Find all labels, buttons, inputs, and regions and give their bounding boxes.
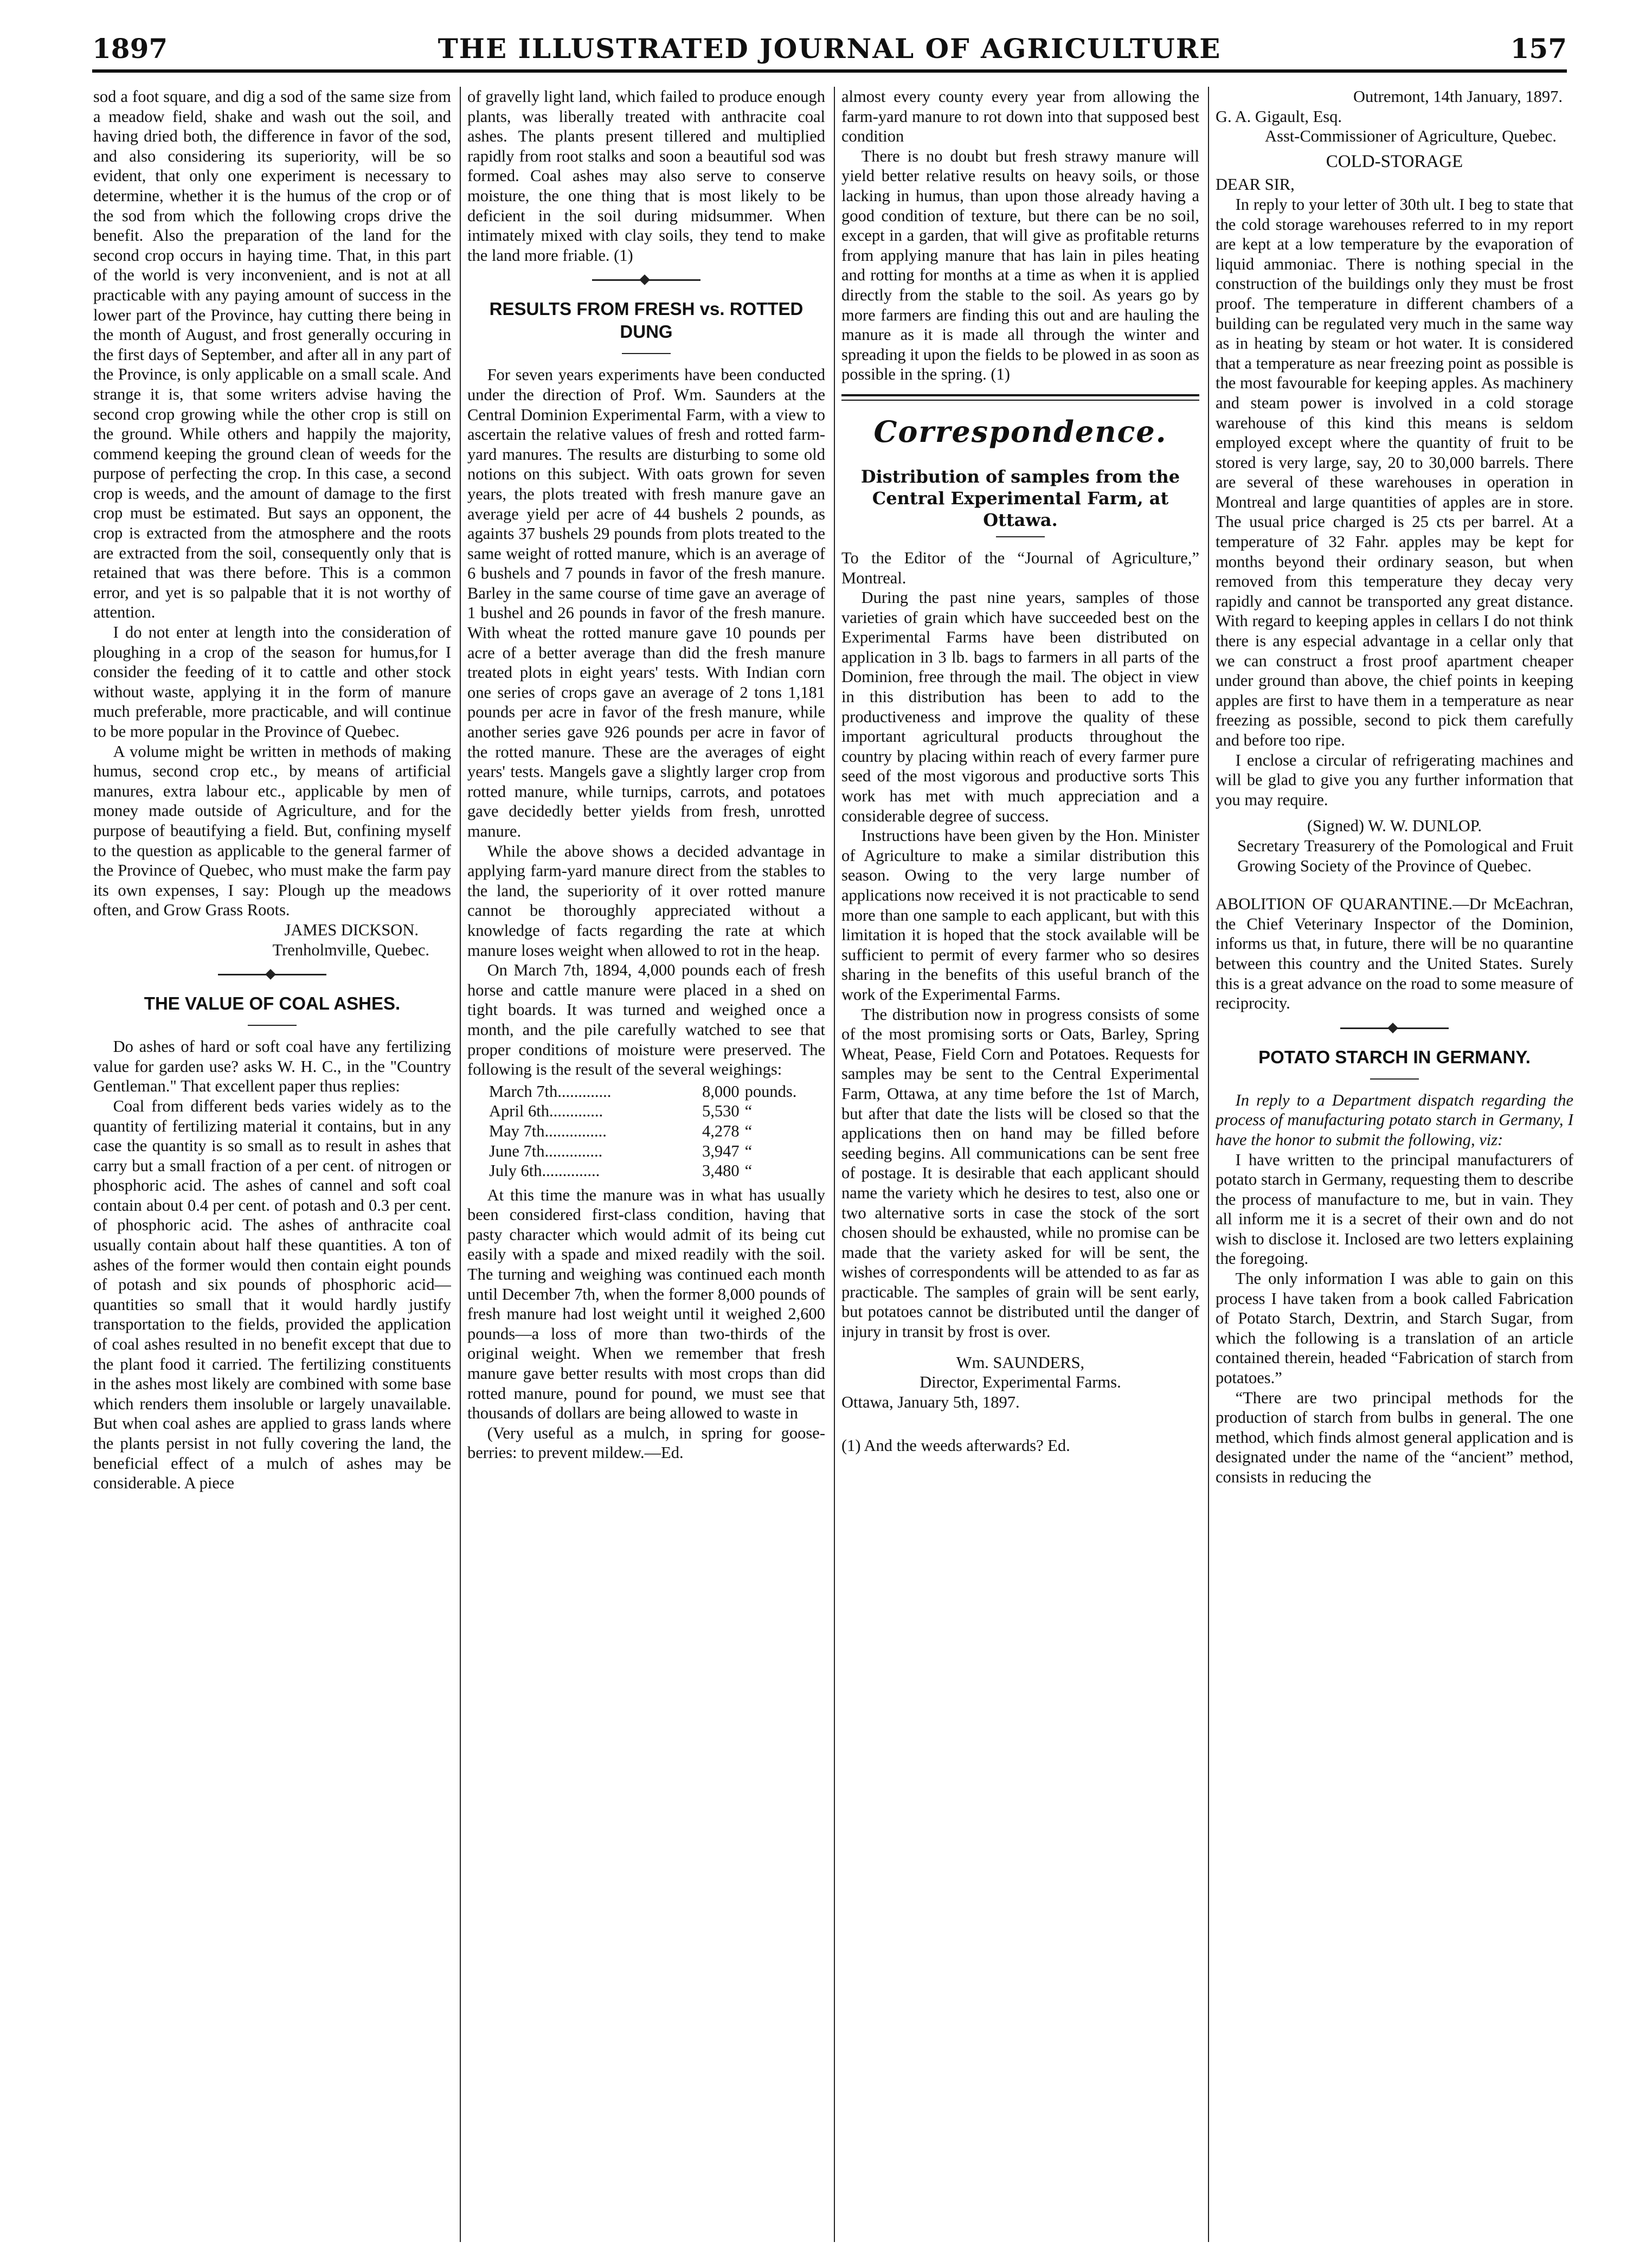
dateline: Outremont, 14th January, 1897. [1353,87,1563,106]
table-row [467,1161,825,1181]
footnote: (1) And the weeds afterwards? Ed. [841,1436,1070,1455]
weighing-date: March 7th............. [489,1082,612,1101]
paragraph: In reply to a Department dispatch regarding the process of manufacturing potato starch in Germany, I have the honor to submit the following, viz: [1216,1090,1573,1149]
page-number: 157 [1510,33,1567,65]
column-divider [834,87,835,2242]
heading-rule [248,1025,297,1026]
ornament-rule [592,274,700,286]
masthead-year: 1897 [92,33,168,65]
weighing-unit: “ [744,1121,753,1140]
paragraph: Instructions have been given by the Hon. Minister of Agriculture to make a similar distribution this season. Owing to the very large number of applications now received it is not practicable to send more than one sample to each applicant, but with this limitation it is hoped that the stock available will be sufficient to permit of every farmer who so desires sharing in the benefits of this useful branch of the work of the Experimental Farms. [841,826,1199,1004]
table-row [467,1082,825,1102]
paragraph: The distribution now in progress consists of some of the most promising sorts or Oats, Barley, Spring Wheat, Pease, Field Corn and Potatoes. Requests for samples may be sent to the Central Experimental Farm, Ottawa, at any time before the 1st of March, but after that date the lists will be closed so that the applications then on hand may be filled before seeding begins. All communications can be sent free of postage. It is desirable that each applicant should name the variety which he desires to test, also one or two alternative sorts in case the stock of the sort chosen should be exhausted, while no promise can be made that the variety asked for will be sent, the wishes of correspondents will be attended to as far as practicable. The samples of grain will be sent early, but potatoes cannot be distributed until the danger of injury in transit by frost is over. [841,1005,1199,1341]
article-heading-fresh-vs-rotted: RESULTS FROM FRESH vs. ROTTED DUNG [489,299,803,342]
column-3 [841,87,1199,2261]
signature-place: Trenholmville, Quebec. [272,940,429,959]
signature-name: Wm. SAUNDERS, [956,1353,1085,1372]
paragraph: A volume might be written in methods of making humus, second crop etc., by means of artificial manures, extra labour etc., applicable by men of money made outside of Agriculture, and for the purpose of beautifying a field. But, confining myself to the question as applicable to the general farmer of the Province of Quebec, who must make the farm pay its own expenses, I say: Plough up the meadows often, and Grow Grass Roots. [93,742,451,920]
weighing-value: 4,278 [702,1121,740,1140]
weighing-date: April 6th............. [489,1102,603,1121]
paragraph: For seven years experiments have been conducted under the direction of Prof. Wm. Saunders at the Central Dominion Experimental Farm, with a view to ascertain the relative values of fresh and rotted farm-yard manures. The results are disturbing to some old notions on this subject. With oats grown for seven years, the plots treated with fresh manure gave an average yield per acre of 44 bushels 2 pounds, as againts 37 bushels 29 pounds from plots treated to the same weight of rotted manure, which is an average of 6 bushels and 7 pounds in favor of the fresh manure. Barley in the same course of time gave an average of 1 bushel and 26 pounds in favor of the fresh manure. With wheat the rotted manure gave 10 pounds per acre of a better average than did the fresh manure treated plots in eight years' tests. With Indian corn one series of crops gave an average of 2 tons 1,181 pounds per acre in favor of the fresh manure, while another series gave 926 pounds per acre in favor of the rotted manure. These are the averages of eight years' tests. Mangels gave a slightly larger crop from rotted manure, while turnips, carrots, and potatoes gave decidedly better yields from fresh, unrotted manure. [467,365,825,840]
section-rule [841,394,1199,401]
paragraph: I have written to the principal manufacturers of potato starch in Germany, requesting them to describe the process of manufacture to me, but in vain. They all inform me it is a secret of their own and do not wish to disclose it. Inclosed are two letters explaining the foregoing. [1216,1150,1573,1268]
salutation: To the Editor of the “Journal of Agriculture,” Montreal. [841,548,1199,587]
salutation: DEAR SIR, [1216,175,1295,194]
masthead-rule [92,69,1567,73]
weighing-date: June 7th.............. [489,1141,603,1160]
signature-title: Secretary Treasurery of the Pomological and Fruit Growing Society of the Province of Quebec. [1237,836,1573,875]
paragraph: There is no doubt but fresh strawy manure will yield better relative results on heavy soils, or those lacking in humus, than upon those already having a good condition of texture, but there can be no soil, except in a garden, that will give as profitable returns from applying manure that has lain in piles heating and rotting for months at a time as when it is applied directly from the stable to the soil. As years go by more farmers are finding this out and are hauling the manure as it is made all through the winter and spreading it upon the fields to be plowed in as soon as possible in the spring. (1) [841,146,1199,384]
weighing-value: 3,947 [702,1141,740,1160]
paragraph: I do not enter at length into the consideration of ploughing in a crop of the season for humus,for I consider the feeding of it to cattle and other stock without waste, applying it in the form of manure much preferable, more practicable, and will continue to be more popular in the Province of Quebec. [93,623,451,741]
paragraph: “There are two principal methods for the production of starch from bulbs in general. The one method, which finds almost general application and is designated under the name of the “ancient” method, consists in reducing the [1216,1388,1573,1486]
paragraph: Coal from different beds varies widely as to the quantity of fertilizing material it contains, but in any case the quantity is so small as to result in ashes that carry but a small fraction of a per cent. of nitrogen or phosphoric acid. The ashes of cannel and soft coal contain about 0.4 per cent. of potash and 0.3 per cent. of phosphoric acid. The ashes of anthracite coal usually contain about half these quantities. A ton of ashes of the former would then contain eight pounds of potash and six pounds of phosphoric acid—quantities so small that it would hardly justify transportation to the fields, provided the application of coal ashes resulted in no benefit except that due to the plant food it carried. The fertilizing constituents in the ashes most likely are combined with some base which renders them insoluble or largely unavailable. But when coal ashes are applied to grass lands where the plants persist in not fully covering the land, the beneficial effect of a mulch of ashes may be considerable. A piece [93,1096,451,1493]
table-row [467,1141,825,1161]
paragraph: In reply to your letter of 30th ult. I beg to state that the cold storage warehouses referred to in my report are kept at a low temperature by the evaporation of liquid ammoniac. There is nothing special in the construction of the buildings only they must be frost proof. The temperature in different chambers of a building can be regulated very much in the same way as in heating by steam or hot water. It is considered that a temperature as near freezing point as possible is the most favourable for keeping apples. As machinery and steam power is involved in a cold storage warehouse of this kind this means is seldom employed except where the quantity of fruit to be stored is very large, say, 20 to 30,000 barrels. There are several of these warehouses in operation in Montreal and large quantities of apples are in store. The usual price charged is 25 cts per barrel. At a temperature of 32 Fahr. apples may be kept for months beyond their ordinary season, but when removed from this temperature they decay very rapidly and cannot be transported any great distance. With regard to keeping apples in cellars I do not think there is any especial advantage in a cellar only that we can construct a frost proof apartment cheaper under ground than above, the chief points in keeping apples are first to have them in a temperature as near freezing as possible, second to pick them carefully and before too ripe. [1216,195,1573,749]
column-2 [467,87,825,2261]
article-heading-distribution: Distribution of samples from the Central Experimental Farm, at Ottawa. [860,466,1180,530]
paragraph: almost every county every year from allowing the farm-yard manure to rot down into that supposed best condition [841,87,1199,146]
article-heading-coal-ashes: THE VALUE OF COAL ASHES. [144,993,401,1014]
paragraph: The only information I was able to gain on this process I have taken from a book called Fabrication of Potato Starch, Dextrin, and Starch Sugar, from which the following is a translation of an article contained therein, headed “Fabrication of starch from potatoes.” [1216,1269,1573,1388]
addressee: G. A. Gigault, Esq. [1216,107,1342,126]
heading-rule [996,536,1045,537]
spacer [1216,876,1573,894]
table-row [467,1101,825,1121]
signature-date: Ottawa, January 5th, 1897. [841,1392,1020,1411]
footnote: (Very useful as a mulch, in spring for goose-berries: to prevent mildew.—Ed. [467,1423,825,1462]
weighing-unit: “ [744,1102,753,1121]
paragraph: of gravelly light land, which failed to produce enough plants, was liberally treated with anthracite coal ashes. The plants present tillered and multiplied rapidly from root stalks and soon a beautiful sod was formed. Coal ashes may also serve to conserve moisture, the one thing that is most likely to be deficient in the soil during midsummer. When intimately mixed with clay soils, they tend to make the land more friable. (1) [467,87,825,265]
addressee-title: Asst-Commissioner of Agriculture, Quebec. [1265,127,1557,146]
masthead-title: THE ILLUSTRATED JOURNAL OF AGRICULTURE [438,33,1222,65]
weighing-unit: “ [744,1161,753,1180]
paragraph: Do ashes of hard or soft coal have any fertilizing value for garden use? asks W. H. C., in the "Country Gentleman." That excellent paper thus replies: [93,1037,451,1096]
paragraph: sod a foot square, and dig a sod of the same size from a meadow field, shake and wash out the soil, and having dried both, the difference in favor of the sod, and also considering its superiority, will be so evident, that only one experiment is necessary to determine, whether it is the humus of the crop or of the sod from which the following crops drive the benefit. Also the preparation of the land for the second crop occurs in haying time. That, in this part of the world is very inconvenient, and is not at all practicable with any paying amount of success in the lower part of the Province, hay cutting there being in the month of August, and frost generally occuring in the first days of September, and after all in any part of the Province, is only applicable on a small scale. And strange it is, that some writers advise having the second crop growing while the other crop is still on the ground. While others and happily the majority, commend keeping the ground clean of weeds for the purpose of perfecting the crop. In this case, a second crop is weeds, and the amount of damage to the first crop must be estimated. But says an opponent, the crop is extracted from the atmosphere and the roots are extracted from the soil, consequently only that is retained that was there before. This is a common error, and yet is so palpable that it is not worthy of attention. [93,87,451,622]
ornament-rule [218,968,326,980]
weighing-unit: pounds. [744,1082,797,1101]
weighing-date: May 7th............... [489,1121,607,1140]
ornament-rule [1340,1022,1449,1034]
paragraph: On March 7th, 1894, 4,000 pounds each of fresh horse and cattle manure were placed in a shed on tight boards. It was turned and weighed once a month, and the pile carefully watched to see that proper conditions of moisture were preserved. The following is the result of the several weighings: [467,961,825,1079]
paragraph: While the above shows a decided advantage in applying farm-yard manure direct from the stables to the land, the superiority of it over rotted manure cannot be thoroughly appreciated without a knowledge of facts regarding the rate at which manure loses weight when allowed to rot in the heap. [467,842,825,960]
masthead [92,30,1567,74]
column-divider [1208,87,1209,2242]
paragraph: I enclose a circular of refrigerating machines and will be glad to give you any further information that you may require. [1216,750,1573,809]
signature-name: JAMES DICKSON. [284,920,419,939]
weighing-value: 8,000 [702,1082,740,1101]
paragraph: During the past nine years, samples of those varieties of grain which have succeeded best on the Experimental Farms have been distributed on application in 3 lb. bags to farmers in all parts of the Dominion, free through the mail. The object in view in this distribution has been to add to the productiveness and improve the quality of these important agricultural products throughout the country by placing within reach of every farmer pure seed of the most vigorous and productive sorts This work has met with much appreciation and a considerable degree of success. [841,588,1199,825]
weighings-table [467,1082,825,1181]
weighing-unit: “ [744,1141,753,1160]
weighing-date: July 6th.............. [489,1161,600,1180]
table-row [467,1121,825,1141]
column-1 [93,87,451,2261]
column-divider [460,87,461,2242]
cold-storage-heading: COLD-STORAGE [1326,151,1463,171]
paragraph: At this time the manure was in what has usually been considered first-class condition, having that pasty character which would admit of its being cut easily with a spade and mixed readily with the soil. The turning and weighing was continued each month until December 7th, when the former 8,000 pounds of fresh manure had lost weight until it weighed 2,600 pounds—a loss of more than two-thirds of the original weight. When we remember that fresh manure gave better results with most crops than did rotted manure, pound for pound, we must see that thousands of dollars are being allowed to waste in [467,1185,825,1423]
heading-rule [1370,1078,1419,1080]
correspondence-heading: Correspondence. [873,414,1167,449]
weighing-value: 5,530 [702,1102,740,1121]
signature-name: (Signed) W. W. DUNLOP. [1307,817,1482,836]
heading-rule [622,353,671,354]
weighing-value: 3,480 [702,1161,740,1180]
paragraph-abolition: ABOLITION OF QUARANTINE.—Dr McEachran, the Chief Veterinary Inspector of the Dominion, informs us that, in future, there will be no quarantine between this country and the United States. Surely this is a great advance on the road to some measure of reciprocity. [1216,895,1573,1013]
article-heading-potato-starch: POTATO STARCH IN GERMANY. [1258,1046,1531,1067]
column-4 [1216,87,1573,2261]
signature-title: Director, Experimental Farms. [920,1373,1121,1392]
